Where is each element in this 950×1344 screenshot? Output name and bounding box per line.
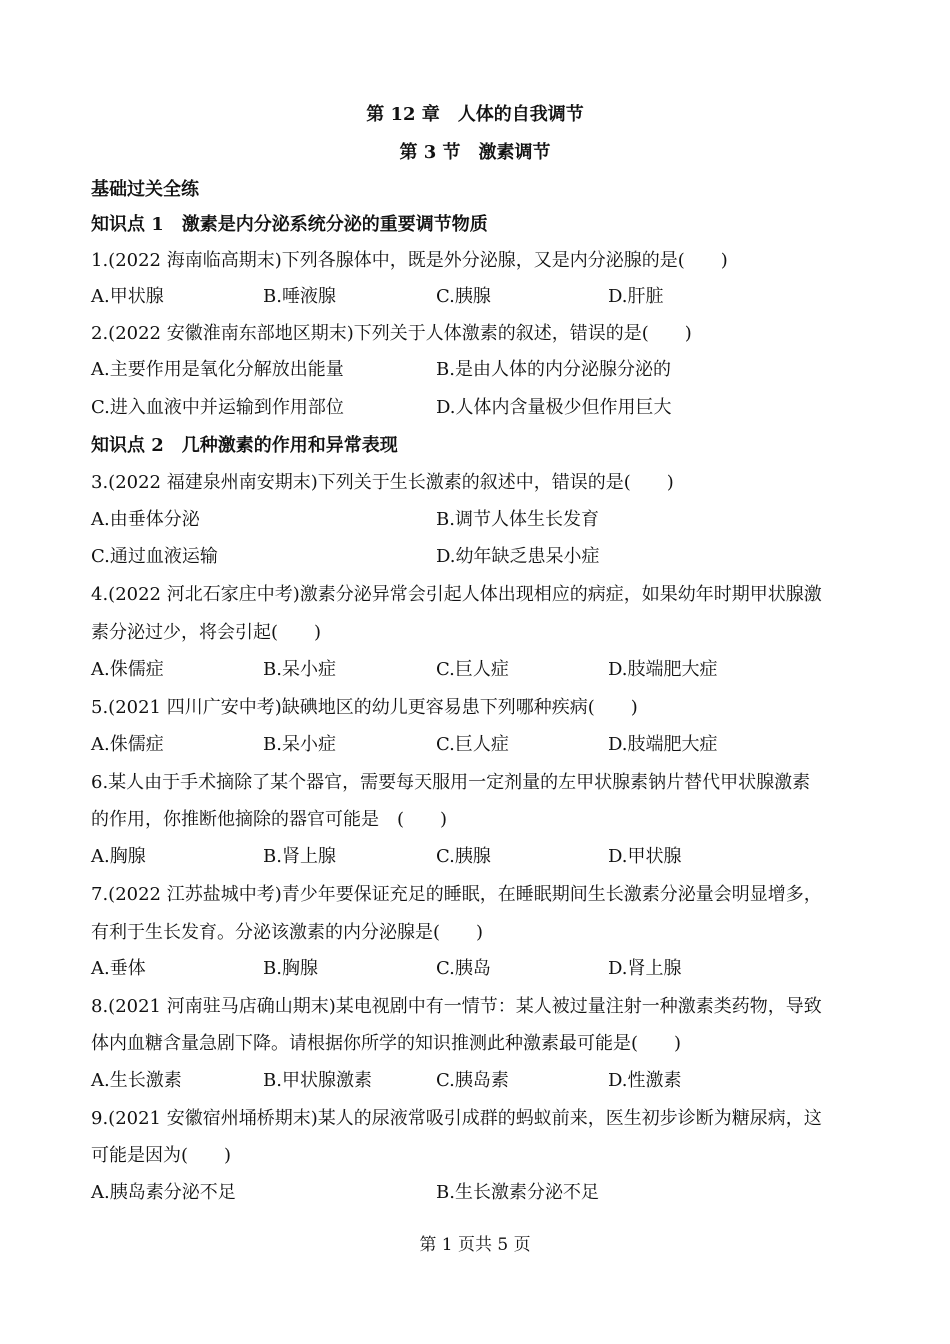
- question-1-option-a: A.甲状腺: [91, 286, 164, 307]
- question-9-stem-line-1: 9.(2021 安徽宿州埇桥期末)某人的尿液常吸引成群的蚂蚁前来，医生初步诊断为糖尿病，这: [91, 1108, 822, 1129]
- question-3-option-a: A.由垂体分泌: [91, 509, 200, 530]
- question-6-option-a: A.胸腺: [91, 846, 146, 867]
- question-3-option-c: C.通过血液运输: [91, 546, 218, 567]
- question-1-option-c: C.胰腺: [436, 286, 491, 307]
- question-7-stem-line-1: 7.(2022 江苏盐城中考)青少年要保证充足的睡眠，在睡眠期间生长激素分泌量会明显增多，: [91, 884, 822, 905]
- question-3-option-b: B.调节人体生长发育: [436, 509, 599, 530]
- question-6-stem-line-2: 的作用，你推断他摘除的器官可能是 ( ): [91, 809, 448, 830]
- question-2-option-c: C.进入血液中并运输到作用部位: [91, 397, 344, 418]
- question-2-stem: 2.(2022 安徽淮南东部地区期末)下列关于人体激素的叙述，错误的是( ): [91, 323, 692, 344]
- question-7-stem-line-2: 有利于生长发育。分泌该激素的内分泌腺是( ): [91, 922, 484, 943]
- question-4-option-d: D.肢端肥大症: [608, 659, 718, 680]
- page-footer: 第 1 页共 5 页: [419, 1235, 531, 1255]
- question-7-option-b: B.胸腺: [263, 958, 318, 979]
- question-6-stem-line-1: 6.某人由于手术摘除了某个器官，需要每天服用一定剂量的左甲状腺素钠片替代甲状腺激素: [91, 772, 811, 793]
- chapter-title: 第 12 章 人体的自我调节: [366, 104, 584, 125]
- question-4-option-b: B.呆小症: [263, 659, 336, 680]
- question-5-option-c: C.巨人症: [436, 734, 509, 755]
- question-8-option-a: A.生长激素: [91, 1070, 182, 1091]
- question-6-option-b: B.肾上腺: [263, 846, 336, 867]
- question-7-option-c: C.胰岛: [436, 958, 491, 979]
- question-6-option-d: D.甲状腺: [608, 846, 682, 867]
- question-5-option-a: A.侏儒症: [91, 734, 164, 755]
- question-5-option-d: D.肢端肥大症: [608, 734, 718, 755]
- question-9-option-b: B.生长激素分泌不足: [436, 1182, 599, 1203]
- question-9-option-a: A.胰岛素分泌不足: [91, 1182, 236, 1203]
- question-2-option-a: A.主要作用是氧化分解放出能量: [91, 359, 344, 380]
- question-7-option-d: D.肾上腺: [608, 958, 682, 979]
- question-1-stem: 1.(2022 海南临高期末)下列各腺体中，既是外分泌腺，又是内分泌腺的是( ): [91, 250, 728, 271]
- question-8-option-c: C.胰岛素: [436, 1070, 509, 1091]
- knowledge-point-1-heading: 知识点 1 激素是内分泌系统分泌的重要调节物质: [91, 214, 488, 235]
- knowledge-point-2-heading: 知识点 2 几种激素的作用和异常表现: [91, 435, 398, 456]
- section-title: 第 3 节 激素调节: [399, 142, 551, 163]
- question-7-option-a: A.垂体: [91, 958, 146, 979]
- question-4-stem-line-1: 4.(2022 河北石家庄中考)激素分泌异常会引起人体出现相应的病症，如果幼年时期甲状腺激: [91, 584, 822, 605]
- question-1-option-d: D.肝脏: [608, 286, 664, 307]
- question-6-option-c: C.胰腺: [436, 846, 491, 867]
- question-1-option-b: B.唾液腺: [263, 286, 336, 307]
- question-5-option-b: B.呆小症: [263, 734, 336, 755]
- question-8-option-d: D.性激素: [608, 1070, 682, 1091]
- question-3-stem: 3.(2022 福建泉州南安期末)下列关于生长激素的叙述中，错误的是( ): [91, 472, 674, 493]
- question-9-stem-line-2: 可能是因为( ): [91, 1145, 232, 1166]
- question-8-stem-line-2: 体内血糖含量急剧下降。请根据你所学的知识推测此种激素最可能是( ): [91, 1033, 682, 1054]
- part-heading: 基础过关全练: [91, 179, 199, 200]
- question-5-stem: 5.(2021 四川广安中考)缺碘地区的幼儿更容易患下列哪种疾病( ): [91, 697, 638, 718]
- question-4-option-c: C.巨人症: [436, 659, 509, 680]
- question-2-option-d: D.人体内含量极少但作用巨大: [436, 397, 672, 418]
- question-3-option-d: D.幼年缺乏患呆小症: [436, 546, 600, 567]
- question-4-option-a: A.侏儒症: [91, 659, 164, 680]
- question-8-stem-line-1: 8.(2021 河南驻马店确山期末)某电视剧中有一情节：某人被过量注射一种激素类药物，导致: [91, 996, 822, 1017]
- question-8-option-b: B.甲状腺激素: [263, 1070, 372, 1091]
- question-2-option-b: B.是由人体的内分泌腺分泌的: [436, 359, 671, 380]
- question-4-stem-line-2: 素分泌过少，将会引起( ): [91, 622, 322, 643]
